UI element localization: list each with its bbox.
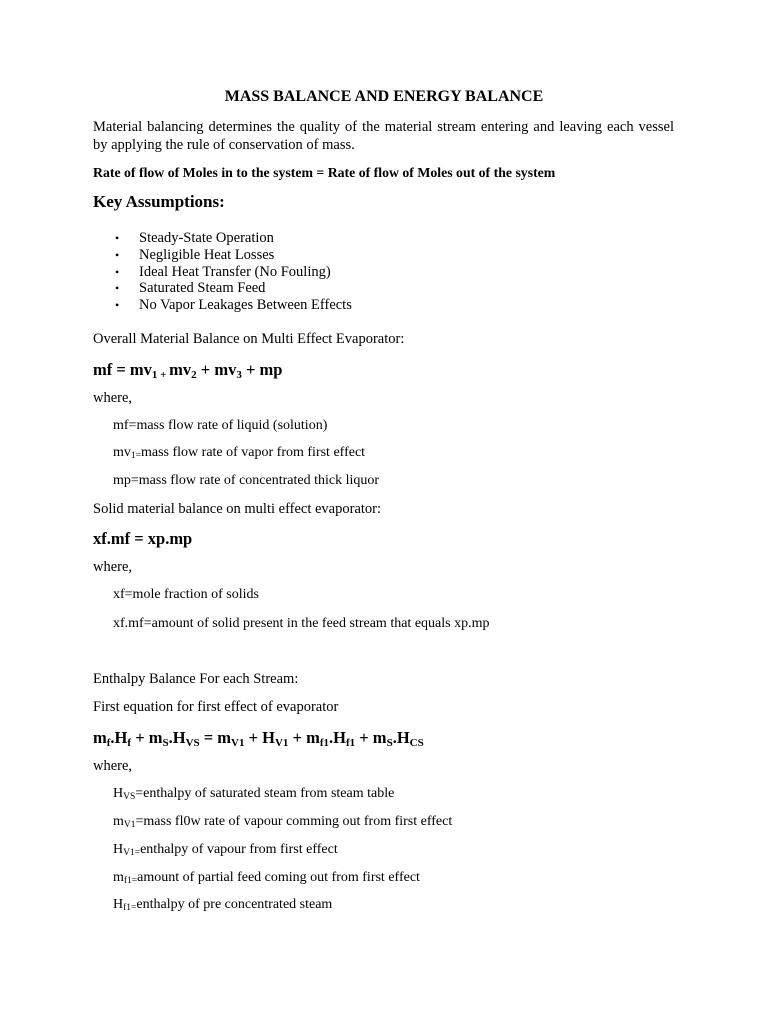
assumption-text: Steady-State Operation [139, 230, 274, 246]
enthalpy-heading: Enthalpy Balance For each Stream: [93, 671, 299, 687]
list-item [93, 297, 352, 314]
list-item [93, 280, 352, 297]
definition-line: $mv_{1=}mass$ flow rate of vapor from first effect [113, 445, 366, 461]
definition-line: xf.mf=amount of solid present in the feed stream that equals xp.mp [113, 616, 490, 631]
bullet-icon: • [115, 298, 120, 313]
assumption-text: Negligible Heat Losses [139, 246, 275, 263]
solid-balance-heading: Solid material balance on multi effect evaporator: [93, 501, 382, 517]
where-label: where, [93, 390, 133, 406]
intro-paragraph: Material balancing determines the quality of the material stream entering and leaving each vessel by applying the rule of conservation of mass. [93, 119, 674, 153]
solid-balance-equation: xf.mf = xp.mp [93, 529, 193, 548]
bullet-icon: • [115, 231, 120, 245]
overall-balance-equation: mf = $mv_{1 +}$ $mv_2 + mv_3$ + mp [93, 360, 283, 381]
definition-line: $H_{f1=}enthalpy$ of pre concentrated steam [113, 897, 333, 913]
where-label: where, [93, 559, 133, 575]
assumption-text: Ideal Heat Transfer (No Fouling) [139, 263, 331, 280]
key-assumptions-heading: Key Assumptions: [93, 192, 225, 211]
assumptions-list [93, 230, 352, 314]
definition-line: $m_{V1}=mass$ fl0w rate of vapour comming out from first effect [113, 814, 453, 830]
definition-line: xf=mole fraction of solids [113, 587, 259, 602]
rate-statement: Rate of flow of Moles in to the system = Rate of flow of Moles out of the system [93, 165, 556, 180]
bullet-icon: • [115, 264, 120, 279]
definition-line: $H_{VS}=enthalpy$ of saturated steam from steam table [113, 786, 395, 802]
assumption-text: No Vapor Leakages Between Effects [139, 297, 352, 314]
list-item [93, 264, 352, 281]
definition-line: $H_{V1=}enthalpy$ of vapour from first effect [113, 842, 338, 858]
list-item [93, 247, 352, 264]
enthalpy-balance-equation: $m_f.H_f + m_S.H_{VS} = m_{V1} + H_{V1} + m_{f1}.H_{f1} + m_S.H_{CS}$ [93, 728, 424, 749]
definition-line: $m_{f1=}amount$ of partial feed coming out from first effect [113, 870, 420, 886]
bullet-icon: • [115, 247, 120, 262]
bullet-icon: • [115, 281, 120, 296]
where-label: where, [93, 758, 133, 774]
first-equation-heading: First equation for first effect of evaporator [93, 699, 339, 715]
list-item [93, 230, 352, 247]
assumption-text: Saturated Steam Feed [139, 280, 266, 297]
definition-line: mf=mass flow rate of liquid (solution) [113, 418, 328, 433]
overall-balance-heading: Overall Material Balance on Multi Effect Evaporator: [93, 331, 405, 347]
document-title: MASS BALANCE AND ENERGY BALANCE [224, 88, 544, 105]
definition-line: mp=mass flow rate of concentrated thick liquor [113, 473, 380, 488]
